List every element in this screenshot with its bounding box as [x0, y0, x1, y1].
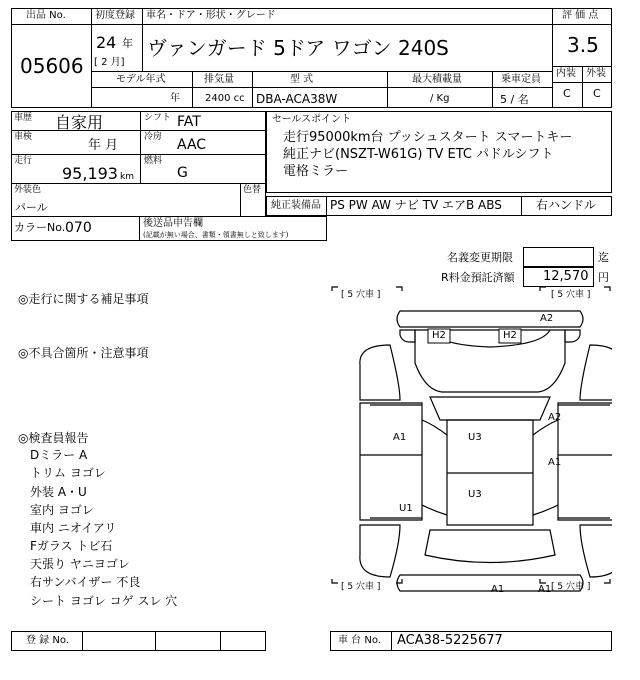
damage-mark: U3 [468, 432, 482, 443]
score-label: 評 価 点 [562, 10, 599, 21]
damage-mark: A1 [491, 584, 505, 595]
damage-mark: A1 [393, 432, 407, 443]
history-value: 自家用 [55, 113, 104, 132]
corner-label-bottom-left: [ 5 穴車 ] [341, 582, 381, 592]
lot-number: 05606 [20, 54, 84, 78]
damage-mark: H2 [432, 330, 446, 341]
color-value: パール [15, 201, 48, 214]
type-label: 型 式 [290, 74, 314, 85]
recycle-unit: 円 [598, 271, 609, 284]
sales-point-line: 純正ナビ(NSZT-W61G) TV ETC パドルシフト [283, 147, 554, 162]
interior-label: 内装 [556, 68, 576, 79]
repaint-label: 色替 [243, 185, 262, 195]
shift-value: FAT [177, 114, 201, 130]
year-unit: 年 [122, 37, 133, 50]
reg-label: 登 録 No. [26, 635, 69, 646]
name-change-label: 名義変更期限 [447, 251, 513, 264]
inspector-line: シート ヨゴレ コゲ スレ 穴 [30, 594, 178, 608]
chassis-label: 車 台 No. [338, 635, 381, 646]
model-year-label: モデル年式 [116, 74, 166, 85]
inspector-line: Fガラス トビ石 [30, 539, 113, 553]
mileage-unit: km [120, 172, 134, 182]
docs-label: 後送品申告欄 [143, 218, 203, 229]
recycle-label: R料金預託済額 [441, 271, 515, 284]
car-name-label: 車名・ドア・形状・グレード [146, 10, 276, 21]
fuel-value: G [177, 165, 188, 181]
details-box [11, 111, 266, 184]
name-change-unit: 迄 [598, 251, 609, 264]
capacity-label: 乗車定員 [501, 74, 541, 85]
corner-label-bottom-right: [ 5 穴車 ] [551, 582, 591, 592]
name-change-field [523, 247, 594, 267]
capacity-value: 5 / 名 [500, 93, 529, 106]
score-value: 3.5 [567, 33, 599, 57]
first-reg-label: 初度登録 [95, 10, 135, 21]
defects-label: ◎不具合箇所・注意事項 [18, 346, 149, 360]
recycle-amount: 12,570 [543, 269, 589, 284]
exterior-label: 外装 [586, 68, 606, 79]
steering-value: 右ハンドル [536, 198, 597, 212]
inspector-line: 外装 A・U [30, 485, 87, 499]
first-reg-year: 24 [96, 33, 117, 52]
exterior-grade: C [593, 87, 601, 100]
color-label: 外装色 [14, 185, 42, 195]
displacement-label: 排気量 [204, 74, 234, 85]
damage-mark: U3 [468, 489, 482, 500]
shift-label: シフト [144, 113, 172, 123]
inspector-line: 室内 ヨゴレ [30, 503, 94, 517]
supplement-label: ◎走行に関する補足事項 [18, 292, 149, 306]
color-no-label: カラーNo. [14, 221, 66, 234]
corner-label-top-left: [ 5 穴車 ] [341, 290, 381, 300]
inspector-line: Dミラー A [30, 448, 88, 462]
first-reg-month: [ 2 月] [94, 57, 125, 68]
inspection-value: 年 月 [88, 138, 119, 153]
ac-label: 冷房 [144, 132, 163, 142]
car-name: ヴァンガード 5ドア ワゴン 240S [147, 36, 449, 60]
max-load-label: 最大積載量 [412, 74, 462, 85]
sales-point-line: 電格ミラー [283, 164, 349, 179]
equipment-label: 純正装備品 [271, 200, 321, 211]
type-value: DBA-ACA38W [256, 92, 338, 106]
inspector-line: 天張り ヤニヨゴレ [30, 557, 130, 571]
inspection-label: 車検 [14, 132, 33, 142]
fuel-label: 燃料 [144, 156, 163, 166]
chassis-no: ACA38-5225677 [397, 633, 503, 648]
history-label: 車歴 [14, 113, 33, 123]
color-no-value: 070 [65, 220, 92, 236]
damage-mark: U1 [399, 503, 413, 514]
sales-point-line: 走行95000km台 プッシュスタート スマートキー [283, 130, 573, 145]
damage-mark: A1 [538, 584, 552, 595]
car-diagram [330, 285, 612, 605]
color-box [11, 183, 266, 217]
mileage-label: 走行 [14, 156, 33, 166]
docs-note: (記載が無い場合、書類・領書無しと致します) [143, 231, 289, 239]
max-load-value: / Kg [430, 93, 450, 104]
inspector-line: 右サンバイザー 不良 [30, 575, 141, 589]
damage-mark: A2 [540, 313, 554, 324]
interior-grade: C [563, 87, 571, 100]
equipment-items: PS PW AW ナビ TV エアB ABS [330, 198, 502, 212]
damage-mark: A1 [548, 457, 562, 468]
damage-mark: A2 [548, 412, 562, 423]
ac-value: AAC [177, 137, 207, 153]
damage-mark: H2 [503, 330, 517, 341]
mileage-value: 95,193 [62, 164, 118, 183]
model-year-unit: 年 [170, 93, 180, 104]
inspector-line: トリム ヨゴレ [30, 466, 106, 480]
lot-label: 出品 No. [26, 10, 66, 21]
sales-points-label: セールスポイント [272, 114, 352, 125]
inspector-line: 車内 ニオイアリ [30, 521, 117, 535]
corner-label-top-right: [ 5 穴車 ] [551, 290, 591, 300]
inspector-label: ◎検査員報告 [18, 431, 89, 445]
displacement: 2400 cc [205, 93, 245, 104]
